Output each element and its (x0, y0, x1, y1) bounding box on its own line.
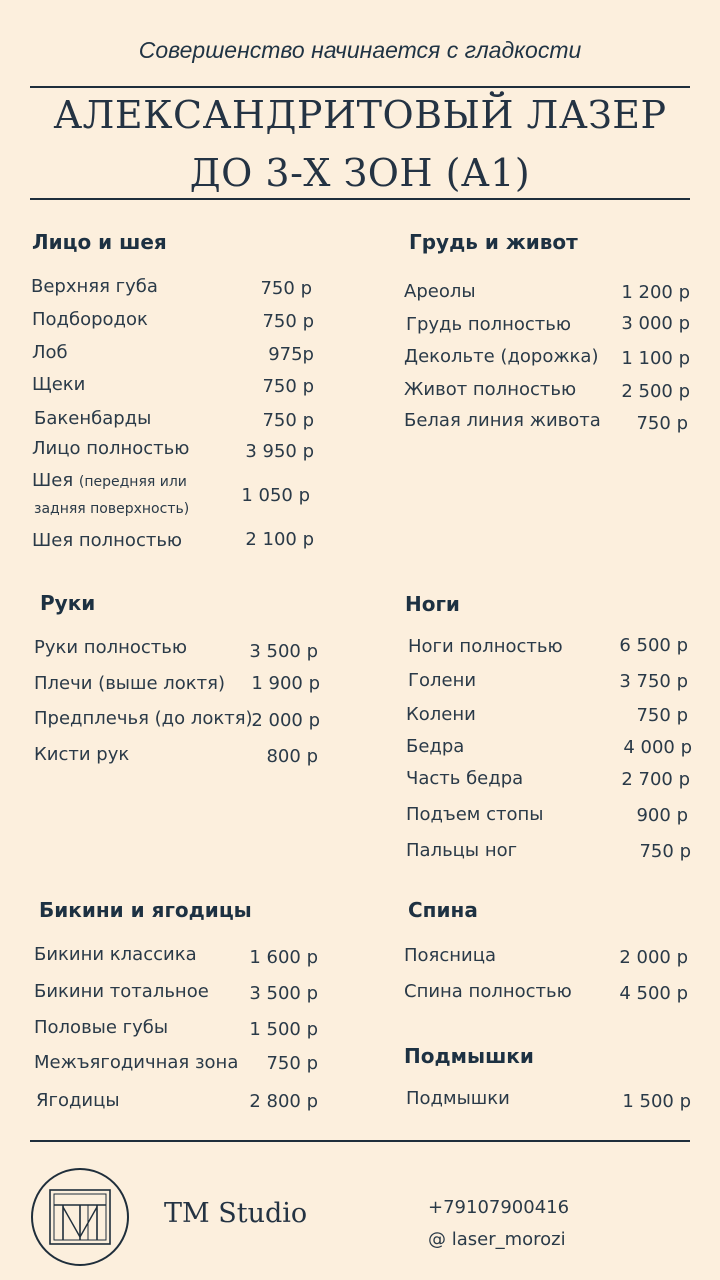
page-title-line-2: ДО 3-Х ЗОН (А1) (189, 151, 531, 195)
price-item-label: Кисти рук (34, 744, 130, 765)
price-item-value: 3 950 р (245, 441, 314, 462)
price-item-value: 2 700 р (621, 769, 690, 790)
price-item-value: 2 800 р (249, 1091, 318, 1112)
price-item-label: Предплечья (до локтя) (34, 708, 253, 729)
price-item-label: Бикини классика (34, 944, 197, 965)
price-item-value: 2 100 р (245, 529, 314, 550)
section-heading-arms: Руки (40, 591, 96, 615)
price-item-label: Межъягодичная зона (34, 1052, 239, 1073)
brand-name: TM Studio (164, 1198, 308, 1229)
price-item-label-main: Шея (32, 470, 74, 491)
tm-monogram-logo-icon (30, 1167, 130, 1267)
section-heading-face: Лицо и шея (32, 230, 167, 254)
price-item-value: 1 100 р (621, 348, 690, 369)
price-item-label: Лицо полностью (32, 438, 190, 459)
instagram-handle[interactable]: @ laser_morozi (428, 1229, 566, 1250)
price-item-label: Руки полностью (34, 637, 188, 658)
price-item-value: 2 000 р (619, 947, 688, 968)
price-item-label: Колени (406, 704, 476, 725)
price-item-label: Верхняя губа (31, 276, 158, 297)
section-heading-bikini: Бикини и ягодицы (39, 898, 252, 922)
price-item-value: 1 500 р (622, 1091, 691, 1112)
price-item-value: 3 500 р (249, 983, 318, 1004)
price-item-value: 2 000 р (251, 710, 320, 731)
price-item-label: Подмышки (406, 1088, 510, 1109)
price-item-note-line-2: задняя поверхность) (34, 501, 190, 517)
price-item-label: Белая линия живота (404, 410, 601, 431)
price-item-value: 975р (268, 344, 314, 365)
price-item-value: 750 р (262, 410, 314, 431)
price-item-value: 750 р (636, 705, 688, 726)
section-heading-armpits: Подмышки (404, 1044, 534, 1068)
price-item-value: 4 000 р (623, 737, 692, 758)
price-item-value: 1 200 р (621, 282, 690, 303)
price-item-value: 1 050 р (241, 485, 310, 506)
price-item-label: Шея полностью (32, 530, 183, 551)
price-item-value: 750 р (266, 1053, 318, 1074)
price-item-note: (передняя или (78, 474, 187, 490)
price-item-label: Ноги полностью (408, 636, 563, 657)
price-item-value: 750 р (639, 841, 691, 862)
price-item-label: Ареолы (404, 281, 476, 302)
price-item-value: 1 900 р (251, 673, 320, 694)
price-item-value: 750 р (636, 413, 688, 434)
price-item-label: Живот полностью (404, 379, 577, 400)
price-item-value: 2 500 р (621, 381, 690, 402)
price-item-value: 900 р (636, 805, 688, 826)
section-heading-legs: Ноги (405, 592, 460, 616)
price-item-label: Подъем стопы (406, 804, 544, 825)
price-item-value: 800 р (266, 746, 318, 767)
price-item-label: Грудь полностью (406, 314, 572, 335)
price-item-label (32, 470, 187, 491)
price-item-value: 3 000 р (621, 313, 690, 334)
section-heading-chest: Грудь и живот (409, 230, 578, 254)
tagline: Совершенство начинается с гладкости (138, 37, 582, 63)
price-item-label: Голени (408, 670, 477, 691)
price-item-value: 1 500 р (249, 1019, 318, 1040)
price-item-value: 750 р (262, 376, 314, 397)
price-item-label: Половые губы (34, 1017, 169, 1038)
title-divider (30, 198, 690, 200)
footer-divider (30, 1140, 690, 1142)
price-item-label: Бакенбарды (34, 408, 152, 429)
price-item-label: Пальцы ног (406, 840, 518, 861)
price-item-label: Щеки (32, 374, 86, 395)
price-item-label: Поясница (404, 945, 497, 966)
price-item-label: Часть бедра (406, 768, 524, 789)
price-item-label: Декольте (дорожка) (404, 346, 599, 367)
section-heading-back: Спина (408, 898, 478, 922)
price-item-value: 3 500 р (249, 641, 318, 662)
price-item-value: 4 500 р (619, 983, 688, 1004)
price-item-label: Бедра (406, 736, 465, 757)
price-item-value: 6 500 р (619, 635, 688, 656)
price-item-label: Бикини тотальное (34, 981, 209, 1002)
price-item-label: Ягодицы (36, 1090, 120, 1111)
price-item-label: Лоб (32, 342, 68, 363)
price-item-value: 750 р (262, 311, 314, 332)
price-item-label: Плечи (выше локтя) (34, 673, 226, 694)
price-item-value: 3 750 р (619, 671, 688, 692)
phone-number[interactable]: +79107900416 (428, 1197, 570, 1218)
page-title-line-1: АЛЕКСАНДРИТОВЫЙ ЛАЗЕР (53, 93, 667, 137)
price-item-label: Спина полностью (404, 981, 572, 1002)
price-item-value: 1 600 р (249, 947, 318, 968)
price-item-value: 750 р (260, 278, 312, 299)
price-item-label: Подбородок (32, 309, 148, 330)
